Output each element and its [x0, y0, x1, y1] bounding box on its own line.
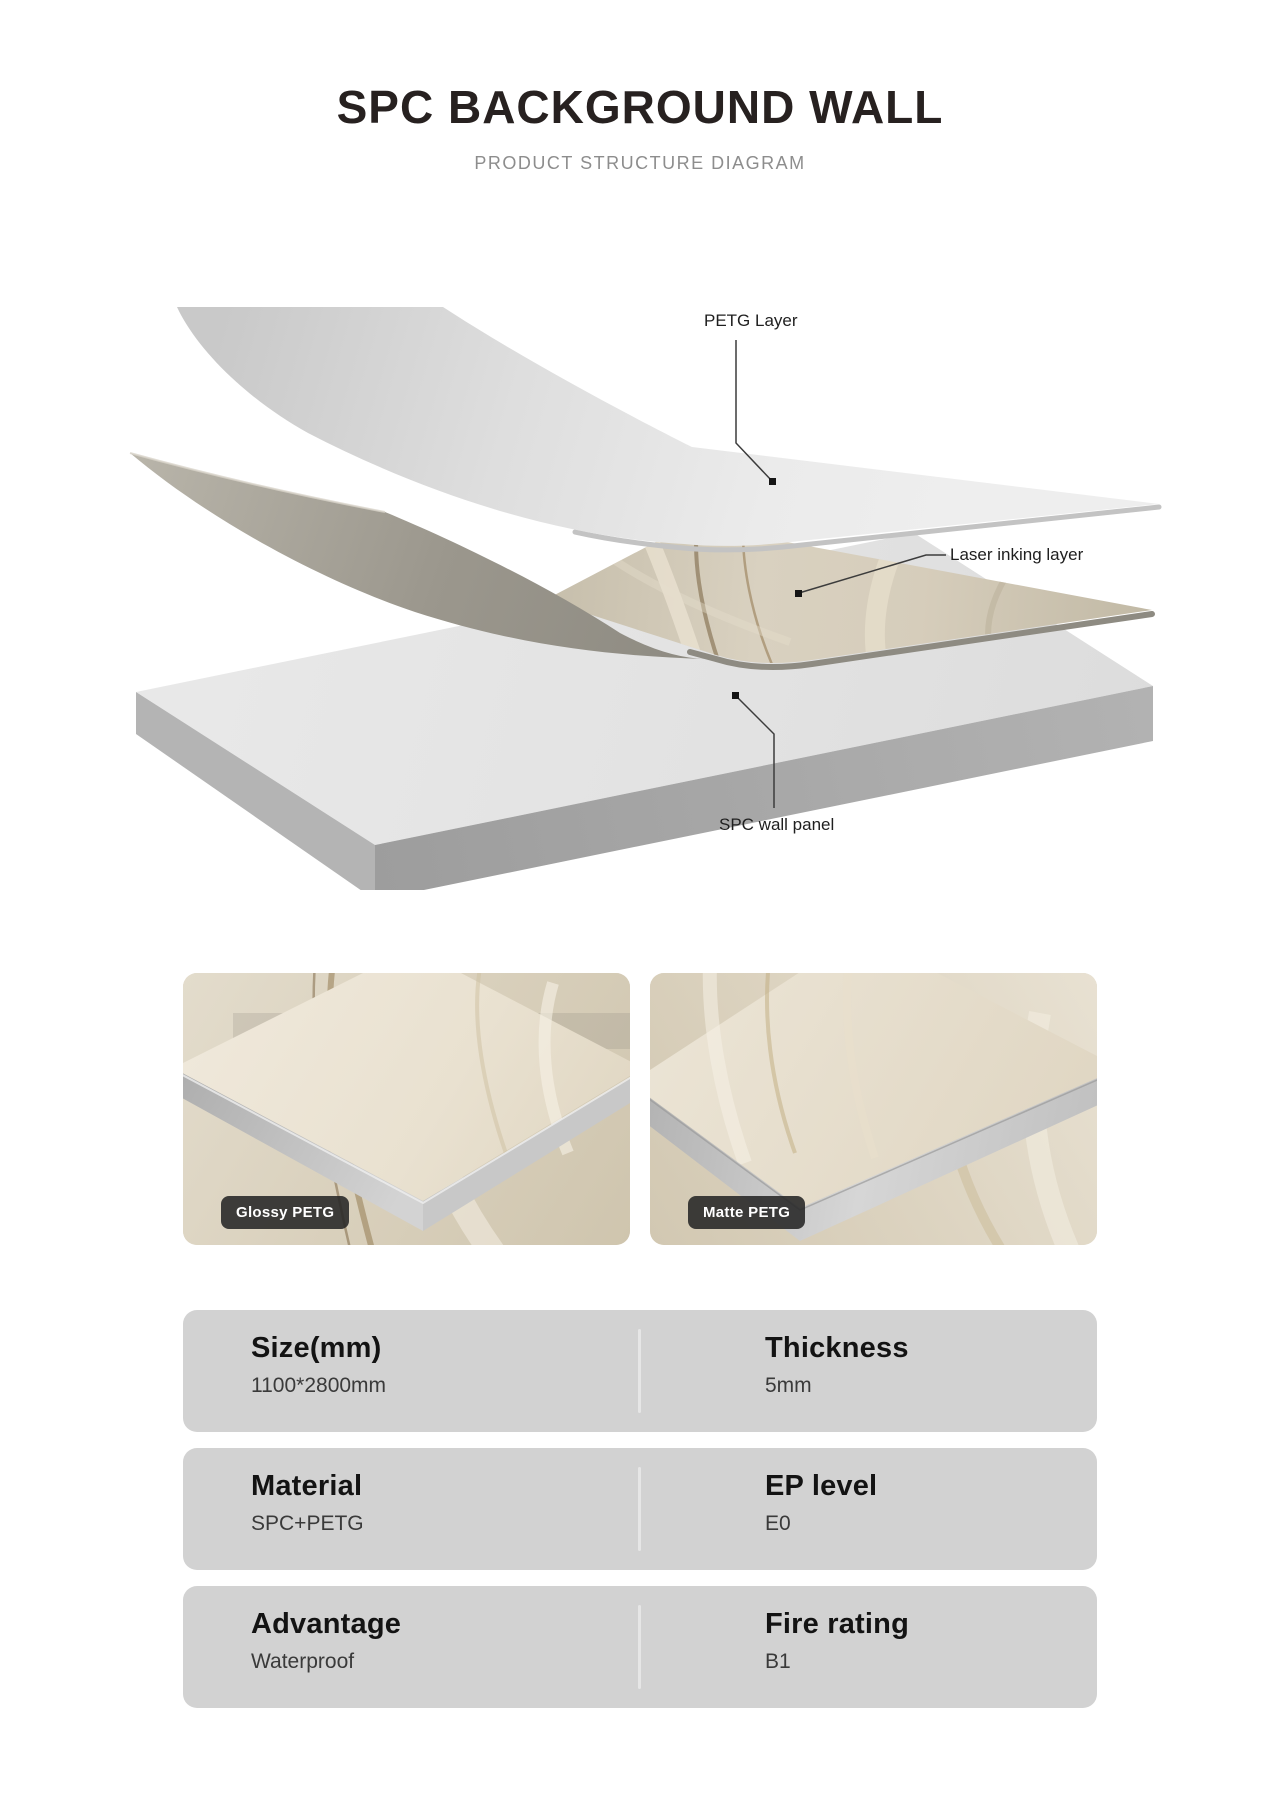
spec-divider — [638, 1605, 641, 1689]
photo-matte-petg — [650, 973, 1097, 1245]
spec-label: Fire rating — [765, 1608, 909, 1640]
spec-value: 5mm — [765, 1374, 812, 1397]
spec-value: Waterproof — [251, 1650, 355, 1673]
diagram-label-laser-inking-layer: Laser inking layer — [950, 545, 1084, 564]
structure-diagram — [0, 250, 1280, 890]
page-subtitle: PRODUCT STRUCTURE DIAGRAM — [474, 153, 806, 173]
spec-row-size-thickness — [183, 1310, 1097, 1432]
spec-label: Size(mm) — [251, 1332, 382, 1364]
spec-value: 1100*2800mm — [251, 1374, 387, 1397]
spec-label: Material — [251, 1470, 363, 1502]
diagram-label-petg-layer: PETG Layer — [704, 311, 798, 330]
spec-divider — [638, 1329, 641, 1413]
spec-row-advantage-fire — [183, 1586, 1097, 1708]
photo-badge-matte: Matte PETG — [688, 1196, 805, 1229]
photo-badge-glossy: Glossy PETG — [221, 1196, 349, 1229]
spec-value: SPC+PETG — [251, 1512, 364, 1535]
spec-divider — [638, 1467, 641, 1551]
spec-row-material-ep — [183, 1448, 1097, 1570]
spec-label: EP level — [765, 1470, 878, 1502]
structure-diagram-art — [0, 250, 1280, 890]
spec-label: Advantage — [251, 1608, 402, 1640]
spec-label: Thickness — [765, 1332, 909, 1364]
page-title: SPC BACKGROUND WALL — [336, 81, 944, 133]
spec-value: E0 — [765, 1512, 791, 1535]
diagram-label-spc-wall-panel: SPC wall panel — [719, 815, 835, 834]
photo-glossy-petg — [183, 973, 630, 1245]
spec-value: B1 — [765, 1650, 791, 1673]
